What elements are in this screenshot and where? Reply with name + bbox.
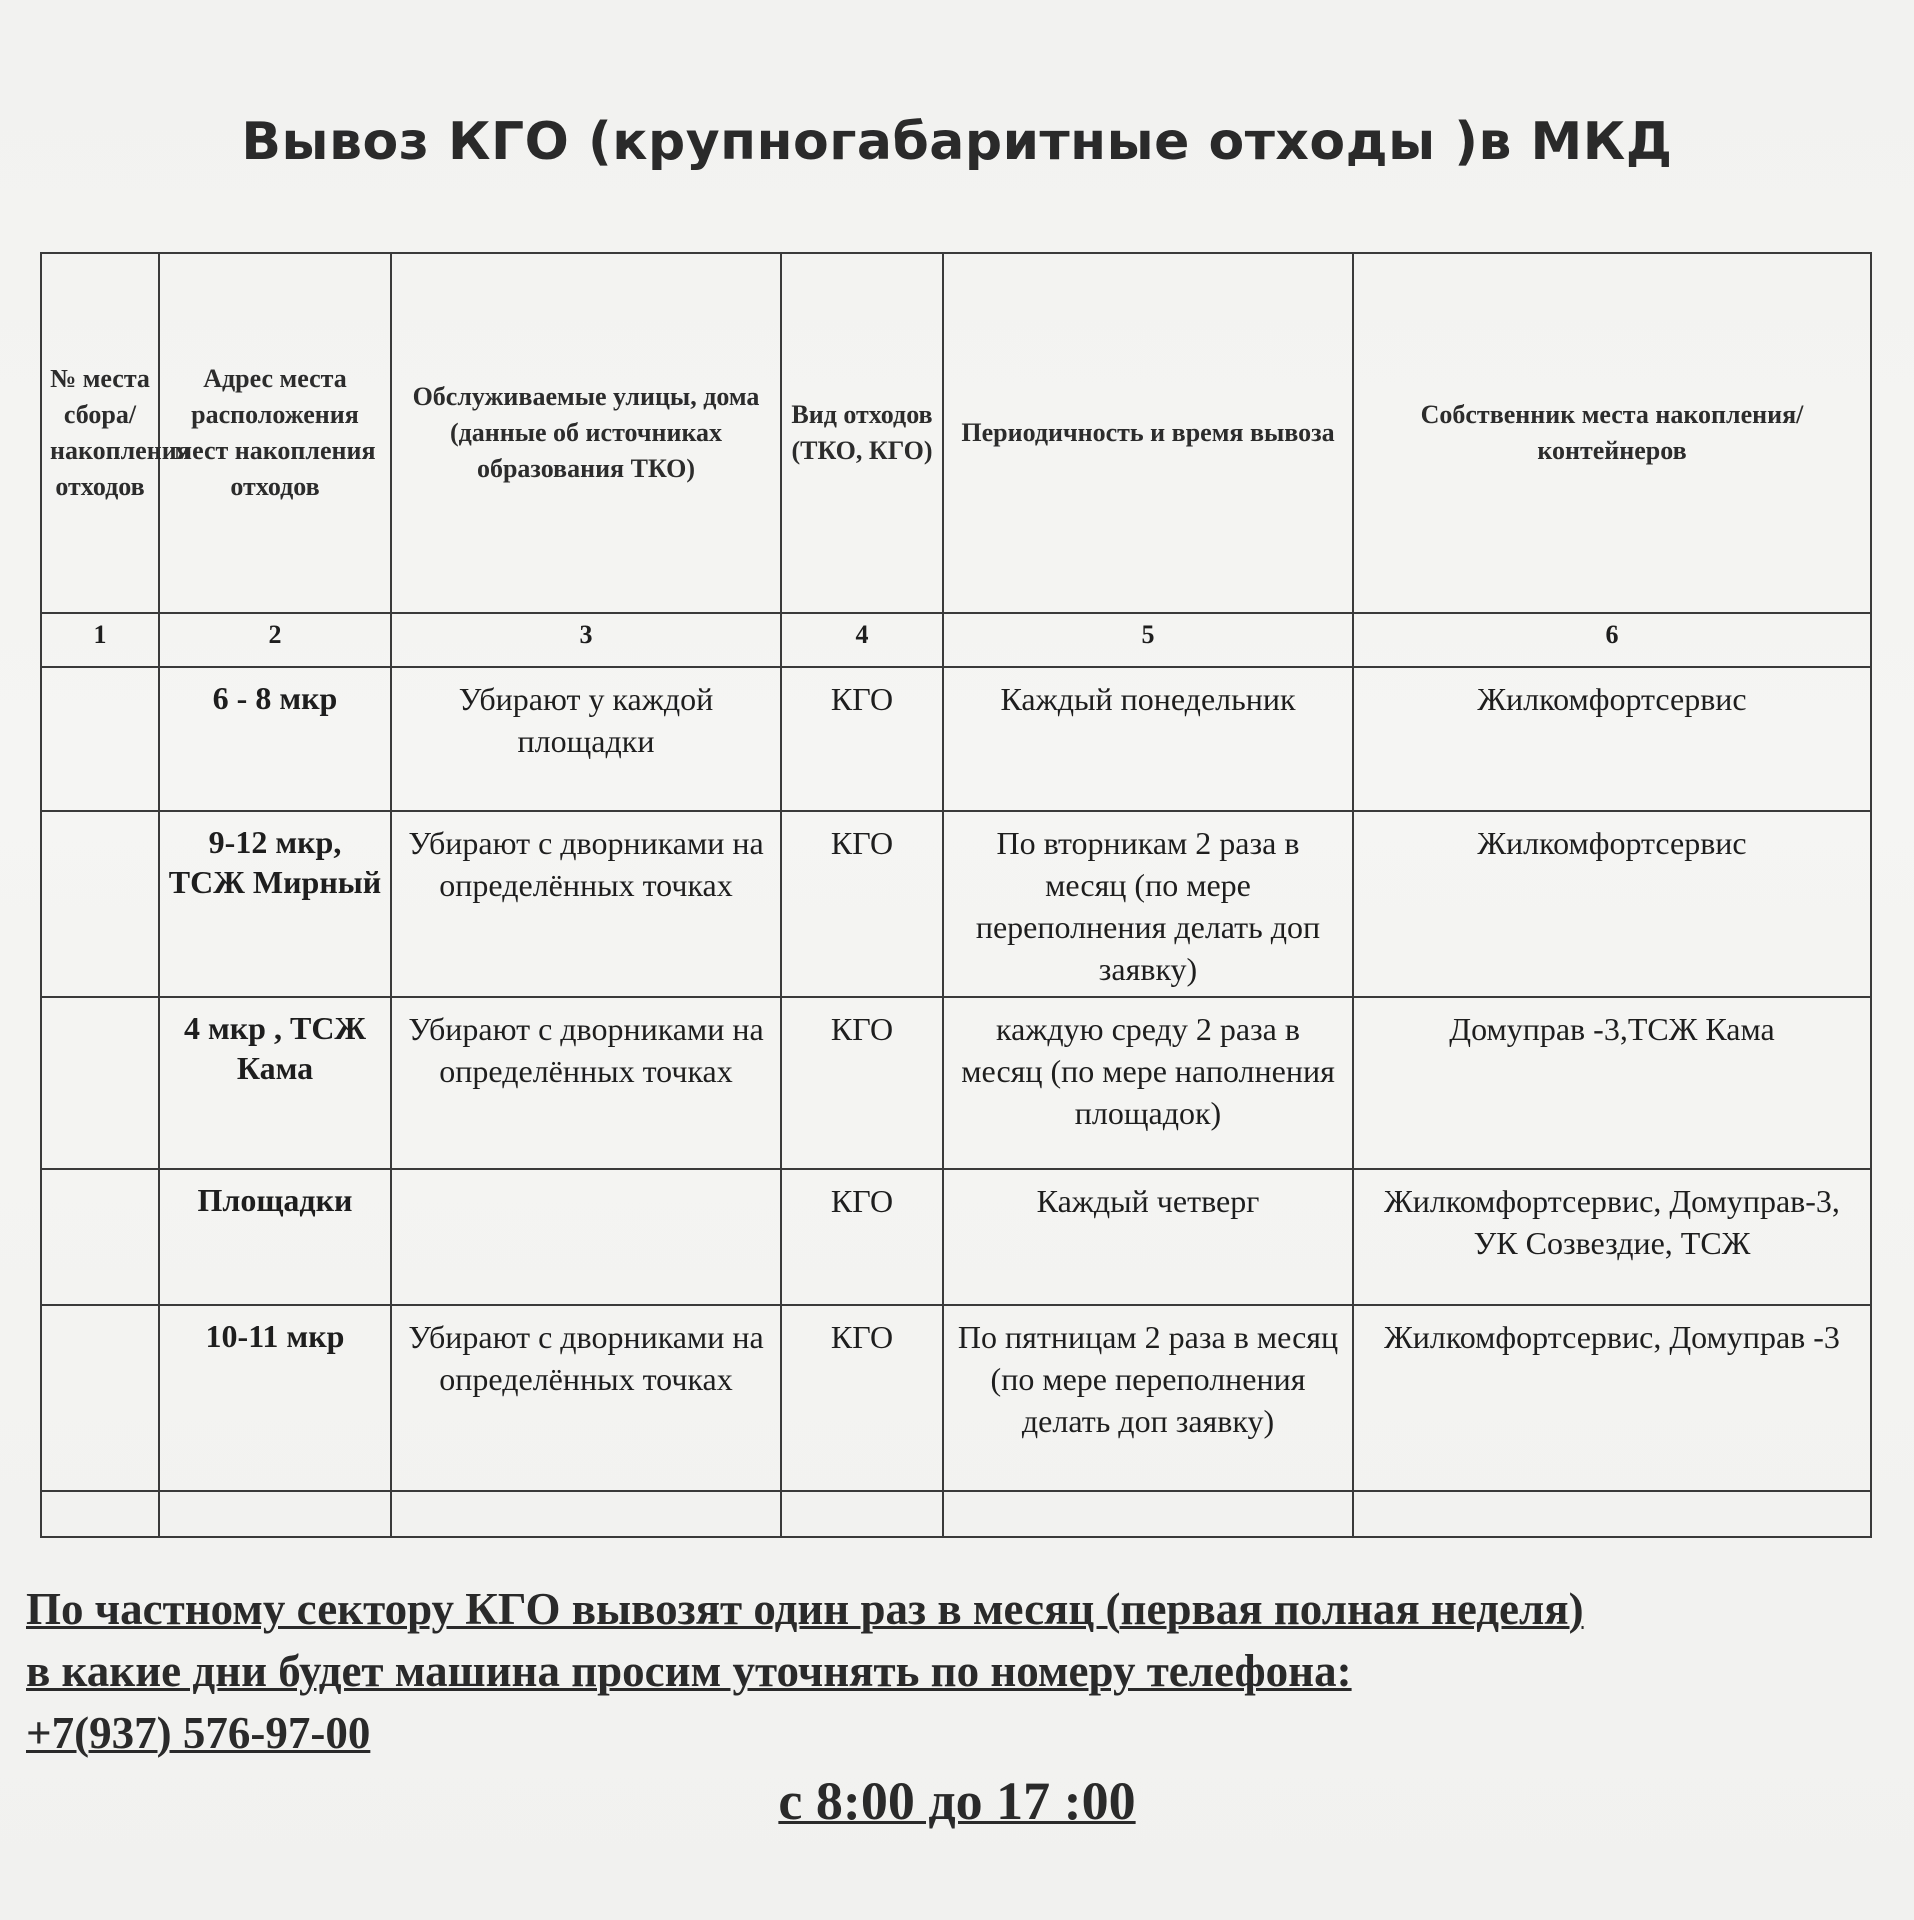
waste-type-cell: КГО [781,667,943,811]
phone-number: +7(937) 576-97-00 [26,1708,371,1758]
address-cell: Площадки [159,1169,391,1305]
empty-cell [781,1491,943,1537]
working-hours-text: с 8:00 до 17 :00 [778,1771,1136,1831]
notice-line-1: По частному сектору КГО вывозят один раз в месяц (первая полная неделя) [26,1584,1584,1634]
header-cell: № места сбора/ накопления отходов [41,253,159,613]
streets-cell [391,1169,781,1305]
address-cell: 9-12 мкр, ТСЖ Мирный [159,811,391,997]
schedule-cell: Каждый четверг [943,1169,1353,1305]
header-cell: Обслуживаемые улицы, дома (данные об источниках образования ТКО) [391,253,781,613]
column-number-row [41,613,1871,667]
column-number: 1 [41,613,159,667]
table-header-row [41,253,1871,613]
waste-type-cell: КГО [781,811,943,997]
column-number: 3 [391,613,781,667]
table-row [41,997,1871,1169]
owner-cell: Домуправ -3,ТСЖ Кама [1353,997,1871,1169]
column-number: 4 [781,613,943,667]
empty-cell [159,1491,391,1537]
owner-cell: Жилкомфортсервис, Домуправ-3, УК Созвездие, ТСЖ [1353,1169,1871,1305]
address-cell: 10-11 мкр [159,1305,391,1491]
schedule-cell: По вторникам 2 раза в месяц (по мере переполнения делать доп заявку) [943,811,1353,997]
owner-cell: Жилкомфортсервис, Домуправ -3 [1353,1305,1871,1491]
empty-cell [391,1491,781,1537]
empty-cell [943,1491,1353,1537]
column-number: 5 [943,613,1353,667]
column-number: 2 [159,613,391,667]
header-cell: Адрес места расположения мест накопления отходов [159,253,391,613]
page-title: Вывоз КГО (крупногабаритные отходы )в МКД [241,112,1673,172]
place-number-cell [41,1169,159,1305]
schedule-table [40,252,1872,1538]
streets-cell: Убирают с дворниками на определённых точках [391,1305,781,1491]
streets-cell: Убирают у каждой площадки [391,667,781,811]
column-number: 6 [1353,613,1871,667]
owner-cell: Жилкомфортсервис [1353,667,1871,811]
table-row [41,667,1871,811]
place-number-cell [41,1305,159,1491]
owner-cell: Жилкомфортсервис [1353,811,1871,997]
empty-cell [41,1491,159,1537]
place-number-cell [41,997,159,1169]
streets-cell: Убирают с дворниками на определённых точках [391,997,781,1169]
schedule-cell: По пятницам 2 раза в месяц (по мере переполнения делать доп заявку) [943,1305,1353,1491]
place-number-cell [41,811,159,997]
notice-line-2: в какие дни будет машина просим уточнять по номеру телефона: [26,1646,1352,1696]
table-row [41,1169,1871,1305]
empty-table-row [41,1491,1871,1537]
header-cell: Собственник места накопления/контейнеров [1353,253,1871,613]
streets-cell: Убирают с дворниками на определённых точках [391,811,781,997]
place-number-cell [41,667,159,811]
private-sector-notice [26,1578,1896,1764]
empty-cell [1353,1491,1871,1537]
waste-type-cell: КГО [781,1169,943,1305]
table-row [41,811,1871,997]
waste-type-cell: КГО [781,997,943,1169]
address-cell: 4 мкр , ТСЖ Кама [159,997,391,1169]
schedule-cell: каждую среду 2 раза в месяц (по мере наполнения площадок) [943,997,1353,1169]
schedule-cell: Каждый понедельник [943,667,1353,811]
table-row [41,1305,1871,1491]
working-hours [0,1770,1914,1832]
waste-type-cell: КГО [781,1305,943,1491]
address-cell: 6 - 8 мкр [159,667,391,811]
header-cell: Периодичность и время вывоза [943,253,1353,613]
header-cell: Вид отходов (ТКО, КГО) [781,253,943,613]
